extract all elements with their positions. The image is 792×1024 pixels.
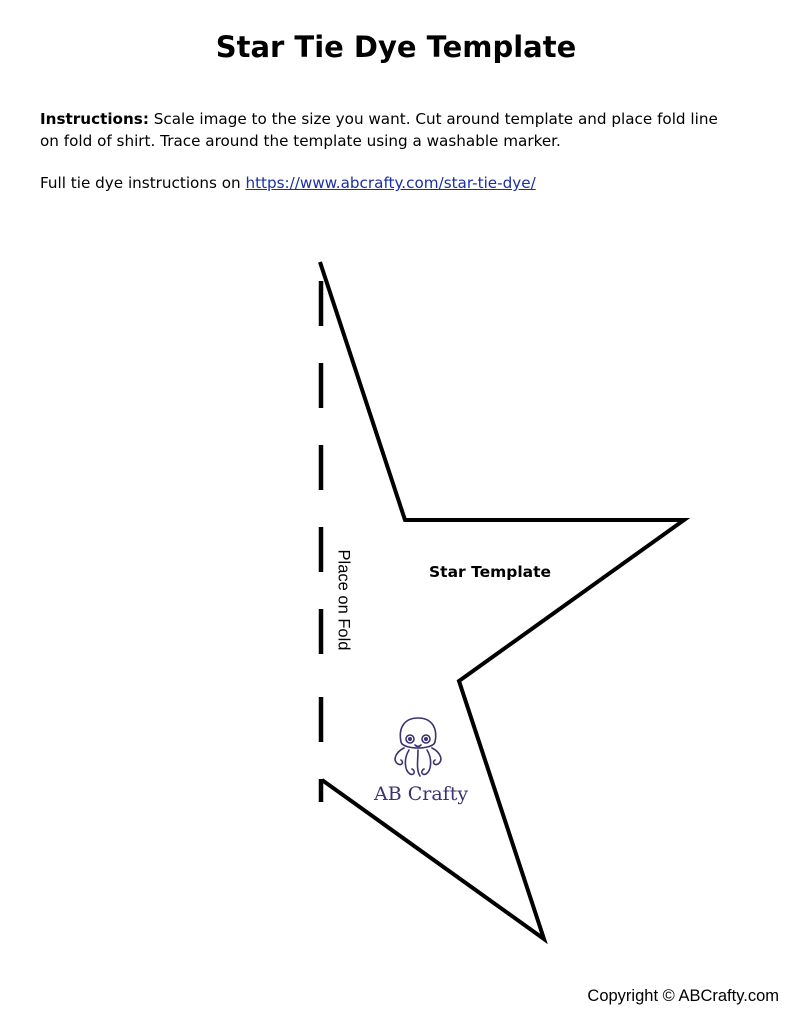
- copyright-text: Copyright © ABCrafty.com: [587, 987, 779, 1005]
- octopus-pupil-left: [409, 738, 411, 740]
- star-template-label: Star Template: [429, 563, 552, 581]
- page-title: Star Tie Dye Template: [215, 30, 577, 64]
- star-outline: [320, 262, 684, 939]
- full-instructions-prefix: Full tie dye instructions on: [40, 174, 246, 192]
- octopus-icon: [395, 718, 441, 776]
- star-outline-path: [320, 262, 684, 939]
- logo-text: AB Crafty: [374, 783, 469, 805]
- fold-label: Place on Fold: [334, 549, 353, 651]
- octopus-tentacle: [432, 748, 441, 765]
- octopus-tentacle: [422, 750, 431, 774]
- octopus-tentacle: [418, 750, 421, 776]
- octopus-head: [400, 718, 435, 748]
- octopus-tentacle: [405, 750, 414, 774]
- octopus-pupil-right: [425, 738, 427, 740]
- octopus-tentacle: [395, 748, 404, 765]
- instructions-link[interactable]: https://www.abcrafty.com/star-tie-dye/: [245, 174, 536, 192]
- octopus-mouth: [415, 745, 421, 747]
- instructions-label: Instructions:: [40, 110, 149, 128]
- instructions-text: Scale image to the size you want. Cut around template and place fold line on fold of shirt. Trace around the template using a washable marker.: [40, 110, 718, 150]
